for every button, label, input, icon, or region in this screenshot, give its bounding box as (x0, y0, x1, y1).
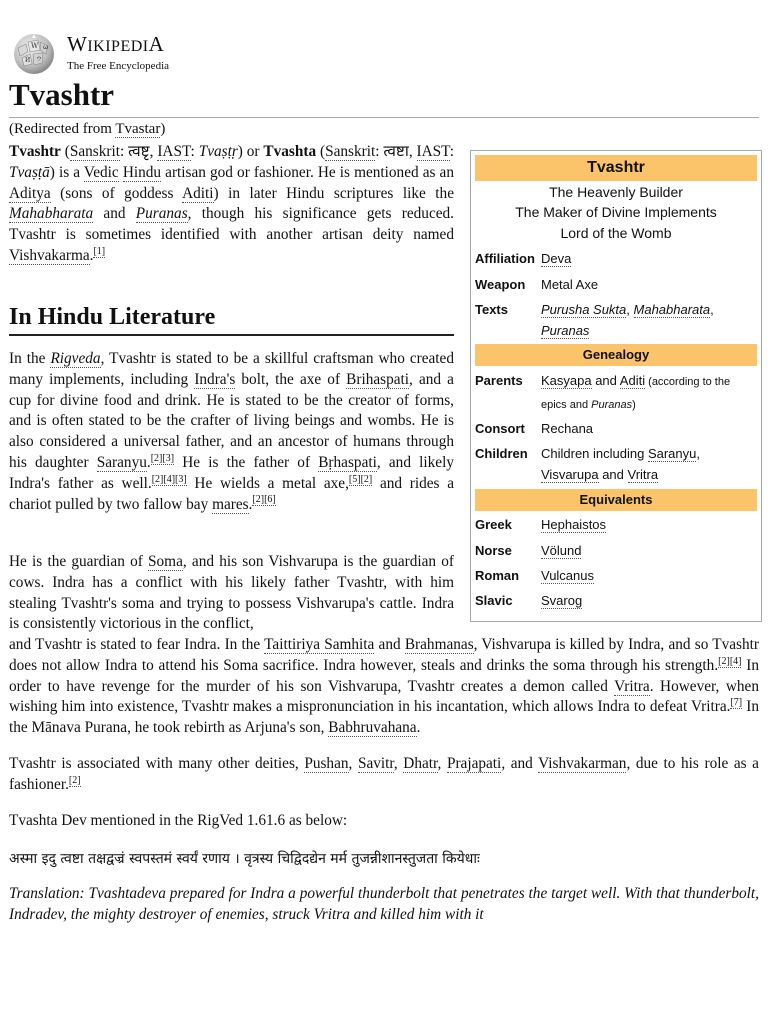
link-prajapati[interactable]: Prajapati (446, 755, 502, 772)
link-hindu[interactable]: Hindu (122, 163, 162, 181)
link-savitr[interactable]: Savitr (357, 755, 394, 772)
redirect-note: (Redirected from Tvastar) (9, 121, 166, 137)
infobox-label-greek: Greek (475, 517, 512, 532)
infobox (470, 150, 762, 622)
link-visvarupa[interactable]: Visvarupa (541, 467, 599, 482)
link-hephaistos[interactable]: Hephaistos (541, 517, 607, 532)
link-vedic[interactable]: Vedic (83, 163, 119, 181)
infobox-label-slavic: Slavic (475, 593, 513, 608)
infobox-label-texts: Texts (475, 302, 508, 317)
link-brihaspati[interactable]: Brihaspati (346, 370, 410, 388)
citation[interactable]: [5][2] (348, 473, 373, 485)
svg-text:ウ: ウ (36, 56, 43, 63)
link-svarog[interactable]: Svarog (541, 593, 583, 608)
link-volund[interactable]: Völund (541, 543, 582, 558)
infobox-label-parents: Parents (475, 373, 523, 388)
infobox-value-weapon: Metal Axe (541, 277, 599, 292)
rigved-intro-line: Tvashta Dev mentioned in the RigVed 1.61.6 as below: (9, 812, 348, 829)
link-rigveda[interactable]: Rigveda (50, 350, 101, 367)
citation[interactable]: [2] (68, 774, 81, 786)
infobox-label-consort: Consort (475, 421, 525, 436)
link-vritra[interactable]: Vritra (614, 677, 650, 695)
wikipedia-globe-icon[interactable] (10, 28, 58, 76)
link-mahabharata[interactable]: Mahabharata (9, 205, 94, 223)
citation[interactable]: [1] (93, 245, 106, 257)
infobox-subtitle: Lord of the Womb (560, 225, 672, 241)
infobox-value-texts: Purusha Sukta, Mahabharata, Puranas (541, 302, 714, 338)
redirect-link[interactable]: Tvastar (115, 121, 161, 137)
soma-paragraph: He is the guardian of Soma, and his son Vishvarupa is the guardian of cows. Indra has a conflict with his likely father Tvashtr, with him stealing Tvashtr's soma and trying to possess Vishvarupa's cattle. Indra is consistently victorious in the conflict, (9, 553, 455, 633)
infobox-value-slavic (541, 590, 755, 611)
citation[interactable]: [2][4] (718, 655, 742, 667)
link-iast[interactable]: IAST (157, 143, 191, 160)
infobox-subtitle: The Heavenly Builder (549, 184, 683, 200)
page-title: Tvashtr (9, 77, 115, 112)
infobox-value-roman (541, 565, 755, 586)
citation[interactable]: [7] (730, 697, 743, 709)
link-aditi[interactable]: Aditi (182, 184, 214, 202)
infobox-value-parents: Kasyapa and Aditi (according to the epics and Puranas) (541, 373, 731, 411)
infobox-value-greek (541, 514, 755, 535)
infobox-label-weapon: Weapon (475, 277, 526, 292)
link-mahabharata[interactable]: Mahabharata (633, 302, 711, 317)
verse-translation: Translation: Tvashtadeva prepared for Indra a powerful thunderbolt that penetrates the target well. With that thunderbolt, Indradev, the mighty destroyer of enemies, struck Vritra and killed him with it (9, 885, 759, 923)
citation[interactable]: [2][4][3] (151, 473, 187, 485)
link-vulcanus[interactable]: Vulcanus (541, 568, 594, 583)
deities-paragraph: Tvashtr is associated with many other deities, Pushan, Savitr, Dhatr, Prajapati, and Vishvakarman, due to his role as a fashioner.[2] (9, 755, 759, 793)
section-heading: In Hindu Literature (9, 304, 216, 330)
link-mares[interactable]: mares (212, 495, 249, 513)
link-vishvakarman[interactable]: Vishvakarman (538, 755, 627, 772)
site-brand[interactable] (67, 33, 169, 73)
link-dhatr[interactable]: Dhatr (403, 755, 438, 772)
link-sanskrit-2[interactable]: Sanskrit (325, 143, 376, 160)
infobox-label-affiliation: Affiliation (475, 251, 535, 266)
link-pushan[interactable]: Pushan (304, 755, 349, 772)
link-aditi[interactable]: Aditi (619, 373, 646, 388)
infobox-value-affiliation (541, 248, 755, 269)
link-brahmanas[interactable]: Brahmanas (404, 636, 474, 653)
rigveda-paragraph: In the Rigveda, Tvashtr is stated to be a skillful craftsman who created many implements, including Indra's bolt, the axe of Brihaspati, and a cup for divine food and drink. He is stated to be the creator of forms, and is often stated to be the crafter of living beings and wombs. He is also considered a universal father, and an ancestor of humans through his daughter Saranyu.[2][3] He is the father of Bṛhaspati, and likely Indra's father as well.[2][4][3] He wields a metal axe,[5][2] and rides a chariot pulled by two fallow bay mares.[2][6] (9, 350, 455, 513)
link-aditya[interactable]: Aditya (9, 184, 51, 202)
sanskrit-verse: अस्मा इदु त्वष्टा तक्षद्वज्रं स्वपस्तमं स्वर्यं रणाय । वृत्रस्य चिद्विदद्येन मर्म तुजन्नीशानस्तुजता कियेधाः (9, 851, 480, 867)
citation[interactable]: [2][6] (252, 494, 276, 506)
link-puranas[interactable]: Puranas (135, 205, 188, 223)
intro-paragraph: Tvashtr (Sanskrit: त्वष्टृ, IAST: Tvaṣṭṛ) or Tvashta (Sanskrit: त्वष्टा, IAST: Tvaṣṭā) is a Vedic Hindu artisan god or fashioner. He is mentioned as an Aditya (sons of goddess Aditi) in later Hindu scriptures like the Mahabharata and Puranas, though his significance gets reduced. Tvashtr is sometimes identified with another artisan deity named Vishvakarma.[1] (9, 143, 455, 264)
svg-text:W: W (31, 42, 39, 50)
link-taittiriya-samhita[interactable]: Taittiriya Samhita (264, 636, 375, 653)
infobox-section-genealogy: Genealogy (475, 344, 757, 366)
infobox-value-consort: Rechana (541, 421, 594, 436)
link-brhaspati[interactable]: Bṛhaspati (318, 453, 377, 471)
infobox-label-norse: Norse (475, 543, 512, 558)
link-sanskrit[interactable]: Sanskrit (69, 143, 120, 160)
link-indra[interactable]: Indra's (194, 370, 236, 388)
infobox-section-equivalents: Equivalents (475, 489, 757, 511)
site-name: WIKIPEDIA (67, 32, 165, 56)
link-saranyu[interactable]: Saranyu (96, 453, 147, 471)
svg-text:Ѝ: Ѝ (25, 57, 31, 64)
infobox-label-children: Children (475, 446, 528, 461)
link-vritra[interactable]: Vritra (627, 467, 659, 482)
title-divider (9, 117, 759, 118)
link-vishvakarma[interactable]: Vishvakarma (9, 246, 90, 264)
link-puranas[interactable]: Puranas (541, 323, 590, 338)
citation[interactable]: [2][3] (150, 452, 175, 464)
link-deva[interactable]: Deva (541, 251, 572, 266)
link-iast-2[interactable]: IAST (416, 143, 450, 160)
infobox-title: Tvashtr (475, 155, 757, 181)
infobox-subtitle: The Maker of Divine Implements (515, 204, 717, 220)
infobox-value-children: Children including Saranyu, Visvarupa and Vritra (541, 446, 700, 482)
link-kasyapa[interactable]: Kasyapa (541, 373, 592, 388)
svg-text:ω: ω (43, 44, 49, 51)
link-purusha-sukta[interactable]: Purusha Sukta (541, 302, 627, 317)
site-tagline: The Free Encyclopedia (67, 60, 170, 72)
infobox-value-norse (541, 540, 755, 561)
link-saranyu[interactable]: Saranyu (647, 446, 697, 461)
section-divider (9, 334, 454, 336)
soma-paragraph-continued: and Tvashtr is stated to fear Indra. In the Taittiriya Samhita and Brahmanas, Vishvarupa is killed by Indra, and so Tvashtr does not allow Indra to attend his Soma sacrifice. Indra however, steals and drinks the soma through his strength.[2][4] In order to have revenge for the murder of his son Vishvarupa, Tvashtr creates a demon called Vritra. However, when wishing him into existence, Tvashtr makes a mispronunciation in his incantation, which allows Indra to defeat Vritra.[7] In the Mānava Purana, he took rebirth as Arjuna's son, Babhruvahana. (9, 636, 759, 737)
link-babhruvahana[interactable]: Babhruvahana (328, 719, 417, 737)
infobox-label-roman: Roman (475, 568, 520, 583)
link-soma[interactable]: Soma (148, 553, 183, 570)
